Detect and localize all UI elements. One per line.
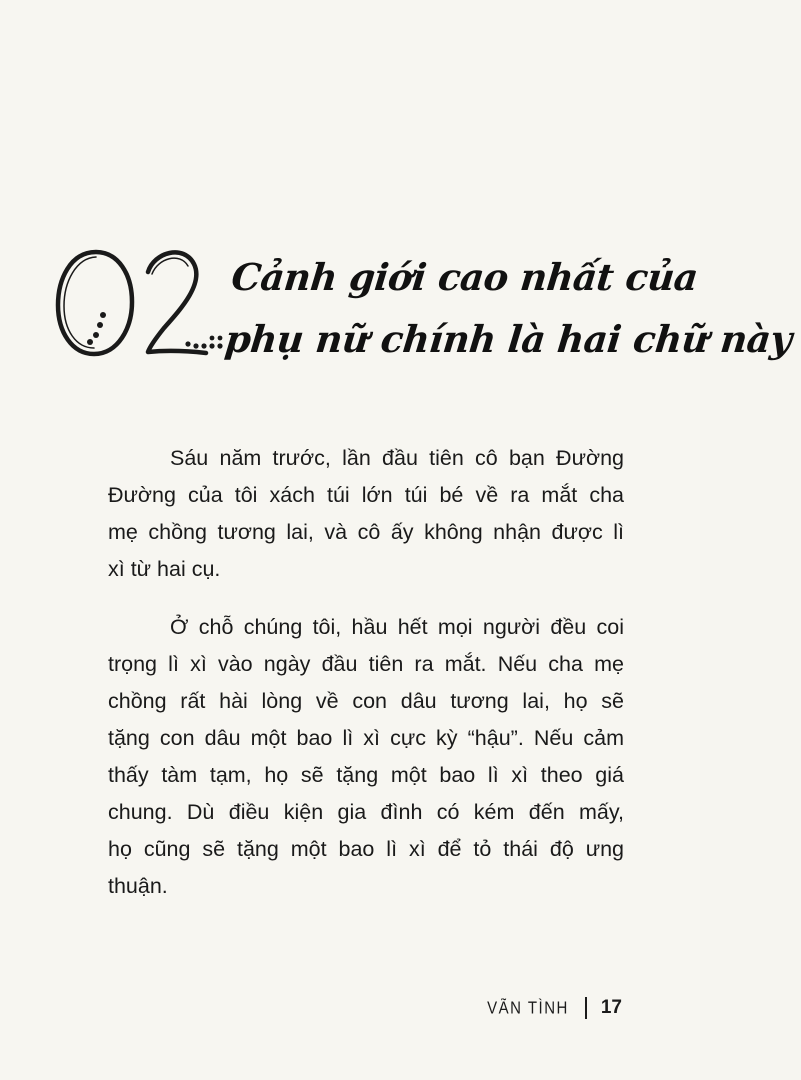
- chapter-header: [48, 230, 794, 380]
- paragraph-line: xì từ hai cụ.: [108, 557, 221, 581]
- paragraph-line: tặng con dâu một bao lì xì cực kỳ “hậu”. Nếu cảm: [108, 726, 624, 750]
- page-number: 17: [600, 997, 622, 1018]
- chapter-title-line-2: phụ nữ chính là hai chữ này: [222, 317, 794, 361]
- paragraph-line: thấy tàm tạm, họ sẽ tặng một bao lì xì theo giá: [108, 763, 624, 787]
- paragraph-line: thuận.: [108, 874, 168, 898]
- chapter-number: [48, 230, 233, 370]
- paragraph-line: trọng lì xì vào ngày đầu tiên ra mắt. Nếu cha mẹ: [108, 652, 624, 676]
- paragraph-line: Đường của tôi xách túi lớn túi bé về ra mắt cha: [108, 483, 624, 507]
- paragraph-line: Sáu năm trước, lần đầu tiên cô bạn Đường: [170, 446, 624, 470]
- chapter-number-glyphs: [48, 230, 233, 370]
- footer-divider: [585, 997, 587, 1019]
- paragraph-line: Ở chỗ chúng tôi, hầu hết mọi người đều coi: [170, 615, 624, 639]
- paragraph-line: chung. Dù điều kiện gia đình có kém đến mấy,: [108, 800, 624, 824]
- chapter-title: [222, 246, 794, 370]
- chapter-title-line-1: Cảnh giới cao nhất của: [229, 255, 700, 299]
- paragraph-2: [108, 609, 624, 905]
- digit-two-glyph: [148, 252, 206, 353]
- body-text: [108, 440, 624, 926]
- book-title: VÃN TÌNH: [487, 998, 569, 1018]
- paragraph-line: mẹ chồng tương lai, và cô ấy không nhận được lì: [108, 520, 624, 544]
- digit-zero-glyph: [58, 252, 132, 354]
- paragraph-line: họ cũng sẽ tặng một bao lì xì để tỏ thái độ ưng: [108, 837, 624, 861]
- paragraph-1: [108, 440, 624, 588]
- paragraph-line: chồng rất hài lòng về con dâu tương lai, họ sẽ: [108, 689, 624, 713]
- page-footer: [487, 993, 622, 1023]
